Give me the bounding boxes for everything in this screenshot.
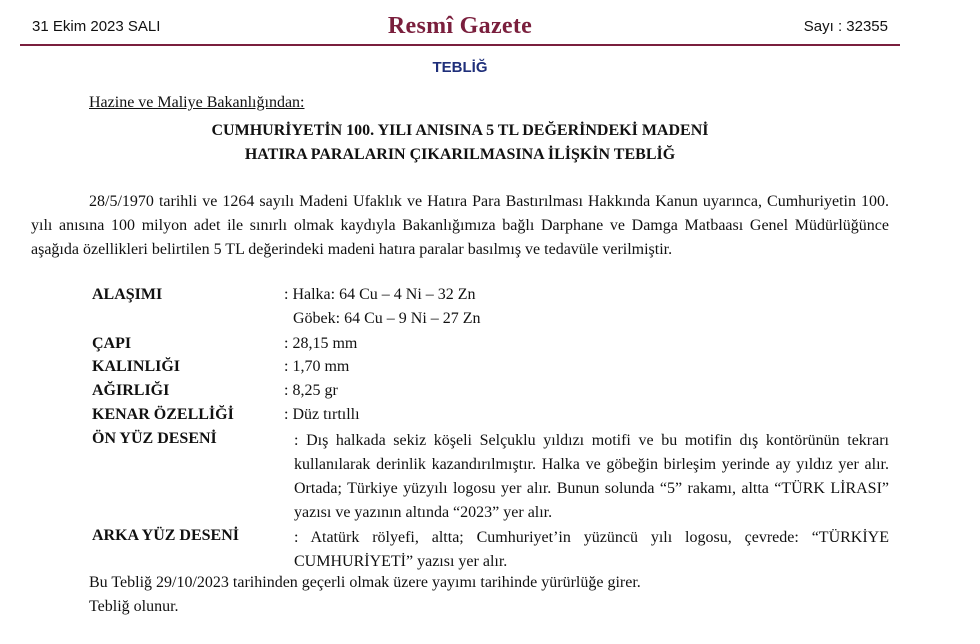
gazette-title: Resmî Gazete <box>387 13 533 39</box>
issue-date: 31 Ekim 2023 SALI <box>32 18 161 35</box>
ministry-name: Hazine ve Maliye Bakanlığından: <box>89 94 305 111</box>
section-heading: TEBLİĞ <box>432 59 488 76</box>
thickness-label: KALINLIĞI <box>92 358 181 375</box>
edge-label: KENAR ÖZELLİĞİ <box>92 406 234 423</box>
document-title <box>30 119 890 167</box>
thickness-value: : 1,70 mm <box>284 358 350 375</box>
issue-number: Sayı : 32355 <box>803 18 888 35</box>
weight-value: : 8,25 gr <box>284 382 338 399</box>
diameter-value: : 28,15 mm <box>284 335 358 352</box>
obverse-label: ÖN YÜZ DESENİ <box>92 430 217 447</box>
obverse-value: : Dış halkada sekiz köşeli Selçuklu yıldızı motifi ve bu motifin dış kontörünün tekrarı kullanılarak derinlik kazandırılmıştır. Halka ve göbeğin birleşim yerinde ay yıldız yer alır. Ortada; Türkiye yüzyılı logosu yer alır. Bunun solunda “5” rakamı, altta “TÜRK LİRASI” yazısı ve yazının altında “2023” yer alır. <box>294 432 889 521</box>
edge-value: : Düz tırtıllı <box>284 406 360 423</box>
gazette-header <box>20 0 900 46</box>
title-line-1: CUMHURİYETİN 100. YILI ANISINA 5 TL DEĞERİNDEKİ MADENİ <box>211 122 709 139</box>
reverse-value: : Atatürk rölyefi, altta; Cumhuriyet’in yüzüncü yılı logosu, çevrede: “TÜRKİYE CUMHURİYETİ” yazısı yer alır. <box>294 529 889 570</box>
alloy-label: ALAŞIMI <box>92 286 163 303</box>
title-line-2: HATIRA PARALARIN ÇIKARILMASINA İLİŞKİN TEBLİĞ <box>244 146 676 163</box>
diameter-label: ÇAPI <box>92 335 132 352</box>
weight-label: AĞIRLIĞI <box>92 382 170 399</box>
reverse-label: ARKA YÜZ DESENİ <box>92 527 239 544</box>
alloy-ring-value: : Halka: 64 Cu – 4 Ni – 32 Zn <box>284 286 476 303</box>
intro-paragraph: 28/5/1970 tarihli ve 1264 sayılı Madeni Ufaklık ve Hatıra Para Bastırılması Hakkında Kanun uyarınca, Cumhuriyetin 100. yılı anısına 100 milyon adet ile sınırlı olmak kaydıyla Bakanlığımıza bağlı Darphane ve Damga Matbaası Genel Müdürlüğünce aşağıda özellikleri belirtilen 5 TL değerindeki madeni hatıra paralar basılmış ve tedavüle verilmiştir. <box>31 193 889 258</box>
effective-date-clause: Bu Tebliğ 29/10/2023 tarihinden geçerli olmak üzere yayımı tarihinde yürürlüğe girer. <box>89 574 641 591</box>
closing-line: Tebliğ olunur. <box>89 598 179 615</box>
alloy-core-value: Göbek: 64 Cu – 9 Ni – 27 Zn <box>293 310 481 327</box>
